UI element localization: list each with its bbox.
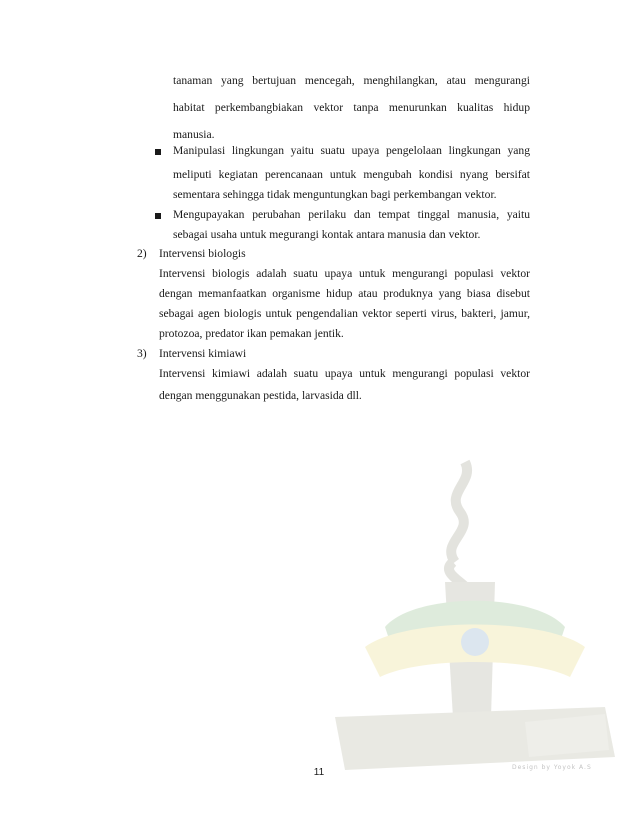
- bullet-text-line: sementara sehingga tidak menguntungkan bagi perkembangan vektor.: [173, 188, 497, 201]
- section-heading: Intervensi kimiawi: [159, 347, 247, 360]
- section-number: 2): [137, 247, 147, 260]
- section-number: 3): [137, 347, 147, 360]
- section-text-line: Intervensi kimiawi adalah suatu upaya untuk mengurangi populasi vektor: [159, 367, 530, 380]
- bullet-text-line: sebagai usaha untuk megurangi kontak antara manusia dan vektor.: [173, 228, 481, 241]
- bullet-text-line: Manipulasi lingkungan yaitu suatu upaya pengelolaan lingkungan yang: [173, 144, 530, 157]
- section-text-line: protozoa, predator ikan pemakan jentik.: [159, 327, 344, 340]
- section-text-line: Intervensi biologis adalah suatu upaya untuk mengurangi populasi vektor: [159, 267, 530, 280]
- bullet-text-line: meliputi kegiatan perencanaan untuk mengubah kondisi nyang bersifat: [173, 168, 530, 181]
- body-line: habitat perkembangbiakan vektor tanpa menurunkan kualitas hidup: [173, 101, 530, 114]
- section-text-line: dengan menggunakan pestida, larvasida dll.: [159, 389, 362, 402]
- section-text-line: dengan memanfaatkan organisme hidup atau produknya yang biasa disebut: [159, 287, 530, 300]
- university-logo-watermark: [325, 452, 625, 782]
- body-line: tanaman yang bertujuan mencegah, menghilangkan, atau mengurangi: [173, 74, 530, 87]
- bullet-text-line: Mengupayakan perubahan perilaku dan tempat tinggal manusia, yaitu: [173, 208, 530, 221]
- section-text-line: sebagai agen biologis untuk pengendalian vektor seperti virus, bakteri, jamur,: [159, 307, 530, 320]
- bullet-marker: [155, 149, 161, 155]
- watermark-caption: Design by Yoyok A.S: [512, 764, 592, 771]
- bullet-marker: [155, 213, 161, 219]
- page-number: 11: [313, 767, 325, 778]
- body-line: manusia.: [173, 128, 215, 141]
- section-heading: Intervensi biologis: [159, 247, 246, 260]
